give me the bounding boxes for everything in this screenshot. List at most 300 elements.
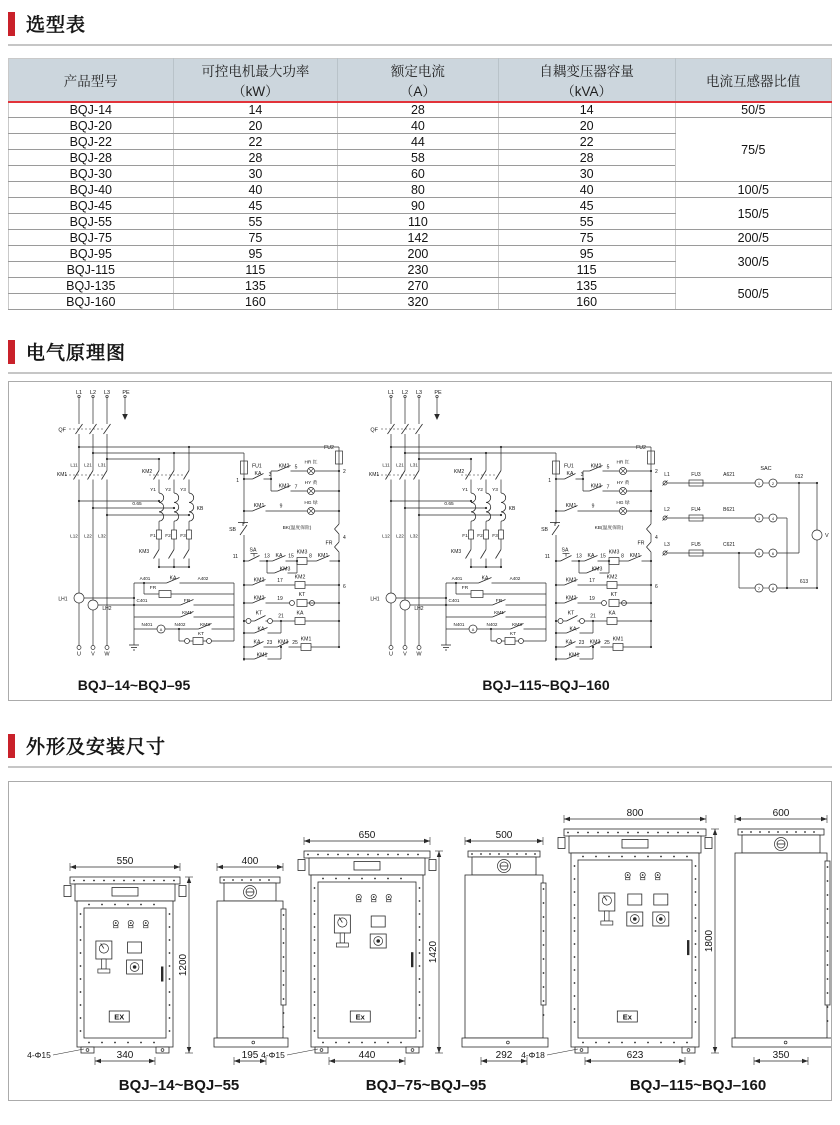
cell-ct: 100/5 — [675, 182, 831, 198]
selection-table — [8, 58, 832, 310]
label: L1 — [387, 390, 395, 396]
label: N402 — [486, 622, 498, 627]
label: KM1 — [368, 472, 380, 478]
cell-kva: 28 — [498, 150, 675, 166]
label: KM3 — [591, 566, 603, 573]
label: KA — [254, 471, 262, 477]
cell-a: 200 — [338, 246, 498, 262]
label: KA — [169, 575, 177, 582]
label: 800 — [626, 808, 644, 819]
label: A402 — [509, 576, 521, 581]
label: 1800 — [704, 929, 715, 953]
selection-table-body — [9, 102, 832, 310]
label: V — [403, 651, 407, 658]
label: 19 — [277, 596, 283, 602]
label: L21 — [84, 462, 92, 468]
label: KA — [565, 639, 573, 646]
label: HY 黄 — [304, 481, 318, 486]
cell-ct: 200/5 — [675, 230, 831, 246]
label: V — [91, 651, 95, 658]
red-bar-icon — [8, 340, 15, 364]
label: 4-Φ18 — [521, 1050, 545, 1060]
cell-kva: 40 — [498, 182, 675, 198]
label: FU2 — [636, 445, 646, 451]
selection-table-head — [9, 59, 832, 102]
label: 550 — [116, 856, 134, 867]
label: 4-Φ15 — [27, 1050, 51, 1060]
cell-kva: 135 — [498, 278, 675, 294]
label: SB — [229, 527, 236, 533]
label: KM1 — [317, 553, 329, 559]
cell-kw: 115 — [173, 262, 338, 278]
label: KM2 — [565, 595, 577, 602]
label: L3 — [103, 390, 111, 396]
label: KM1 — [253, 503, 265, 509]
label: C401 — [136, 598, 148, 603]
label: L32 — [98, 533, 106, 539]
label: 0.65 — [444, 502, 454, 507]
label: 623 — [626, 1050, 644, 1061]
col-header-ct-ratio: 电流互感器比值 — [675, 59, 831, 102]
label: L11 — [382, 462, 390, 468]
cell-a: 90 — [338, 198, 498, 214]
label: KM1 — [56, 472, 68, 478]
label: A402 — [197, 576, 209, 581]
label: HR 红 — [616, 460, 630, 466]
label: KA — [257, 626, 265, 633]
label: 612 — [794, 474, 804, 480]
col-header-model: 产品型号 — [9, 59, 174, 102]
label: 350 — [772, 1050, 790, 1061]
section-schematic — [8, 338, 832, 374]
dimensions-heading: 外形及安装尺寸 — [26, 737, 167, 758]
label: PE — [434, 390, 442, 396]
label: U — [77, 651, 81, 658]
schematic-heading: 电气原理图 — [26, 343, 127, 364]
label: 25 — [604, 640, 610, 646]
label: 3 — [580, 472, 584, 478]
label: 7 — [757, 585, 761, 591]
table-row — [9, 230, 832, 246]
label: Ex — [355, 1012, 365, 1022]
label: 15 — [288, 553, 294, 560]
label: L2 — [664, 507, 670, 513]
label: KM3 — [590, 483, 602, 490]
cell-a: 40 — [338, 118, 498, 134]
cell-kva: 75 — [498, 230, 675, 246]
section-dimensions — [8, 732, 832, 768]
label: L12 — [382, 533, 390, 539]
label: 1 — [236, 478, 239, 484]
cell-model: BQJ-75 — [9, 230, 174, 246]
cell-kva: 55 — [498, 214, 675, 230]
table-row — [9, 198, 832, 214]
cell-ct: 75/5 — [675, 118, 831, 182]
cell-kva: 20 — [498, 118, 675, 134]
label: 5 — [757, 550, 761, 556]
label: KM1 — [568, 652, 580, 659]
label: 11 — [232, 554, 238, 560]
label: 3 — [757, 515, 761, 521]
cell-kva: 30 — [498, 166, 675, 182]
selection-heading: 选型表 — [26, 15, 87, 36]
label: QF — [370, 427, 378, 434]
label: 11 — [544, 554, 550, 560]
label: KA — [481, 575, 489, 582]
col-header-power: 可控电机最大功率 （kW） — [173, 59, 338, 102]
dimension-drawings — [9, 782, 831, 1100]
label: 8 — [309, 553, 312, 560]
label: L1 — [664, 472, 670, 478]
cell-model: BQJ-160 — [9, 294, 174, 310]
label: KM2 — [565, 577, 577, 584]
label: Y3 — [180, 488, 186, 493]
label: 340 — [116, 1050, 134, 1061]
label: FU3 — [691, 472, 701, 478]
label: SB — [541, 527, 548, 533]
label: 500 — [495, 830, 513, 841]
label: KM2 — [253, 577, 265, 584]
cell-model: BQJ-55 — [9, 214, 174, 230]
label: F2 — [165, 534, 171, 539]
cell-a: 58 — [338, 150, 498, 166]
section-title-selection — [8, 10, 832, 46]
label: 9 — [279, 503, 283, 510]
label: Y2 — [477, 488, 483, 493]
label: L31 — [410, 462, 418, 468]
label: 19 — [589, 596, 595, 602]
label: KM2 — [606, 574, 618, 581]
label: 15 — [600, 553, 606, 560]
label: KM2 — [141, 469, 153, 475]
label: 440 — [358, 1050, 376, 1061]
cell-kw: 160 — [173, 294, 338, 310]
label: FR — [183, 599, 191, 604]
label: KA — [587, 553, 595, 559]
label: HY 黄 — [616, 481, 630, 486]
table-row — [9, 278, 832, 294]
schematic-bqj14-95 — [57, 390, 346, 693]
label: 8 — [621, 553, 624, 560]
label: 4 — [771, 515, 775, 521]
label: FR — [637, 540, 645, 547]
label: SAC — [760, 466, 772, 472]
voltmeter-circuit — [663, 466, 830, 592]
label: 1 — [548, 478, 551, 484]
label: L12 — [70, 533, 78, 539]
label: KM1 — [612, 636, 624, 643]
cabinet-group-1 — [27, 856, 288, 1094]
cell-kw: 75 — [173, 230, 338, 246]
cell-model: BQJ-115 — [9, 262, 174, 278]
label: KM2 — [453, 469, 465, 475]
label: KA — [275, 553, 283, 559]
cell-model: BQJ-40 — [9, 182, 174, 198]
label: 4 — [655, 535, 658, 541]
cell-ct: 500/5 — [675, 278, 831, 310]
label: U — [389, 651, 393, 658]
cabinet-caption: BQJ–75~BQJ–95 — [365, 1077, 487, 1094]
label: F2 — [477, 534, 483, 539]
cell-kw: 135 — [173, 278, 338, 294]
label: L31 — [98, 462, 106, 468]
label: BK(温度保险) — [282, 526, 312, 531]
label: KM2 — [278, 463, 290, 470]
label: A — [471, 628, 475, 633]
label: 23 — [266, 640, 273, 646]
col-header-capacity: 自耦变压器容量 （kVA） — [498, 59, 675, 102]
label: KM3 — [450, 549, 462, 555]
label: KT — [509, 632, 517, 637]
label: L11 — [70, 462, 78, 468]
label: 6 — [771, 550, 775, 556]
label: KA — [566, 471, 574, 477]
label: KM3 — [278, 483, 290, 490]
label: L22 — [84, 533, 92, 539]
label: A401 — [139, 576, 151, 581]
label: LH1 — [58, 596, 68, 603]
label: KM3 — [279, 566, 291, 573]
cell-kw: 45 — [173, 198, 338, 214]
label: HR 红 — [304, 460, 318, 466]
label: KM3 — [138, 549, 150, 555]
label: Y3 — [492, 488, 498, 493]
label: 23 — [578, 640, 585, 646]
label: Y1 — [150, 488, 156, 493]
label: HG 绿 — [304, 501, 318, 506]
cell-kw: 14 — [173, 102, 338, 118]
label: KM3 — [277, 639, 289, 646]
label: SA — [249, 547, 257, 554]
cell-a: 60 — [338, 166, 498, 182]
label: W — [104, 651, 110, 658]
dimensions-panel — [8, 781, 832, 1101]
label: KM1 — [494, 611, 504, 616]
cabinet-group-2 — [261, 830, 548, 1094]
label: KT — [610, 592, 618, 598]
label: N402 — [174, 622, 186, 627]
cell-kva: 115 — [498, 262, 675, 278]
cell-ct: 50/5 — [675, 102, 831, 118]
label: 17 — [277, 578, 283, 584]
schematic-caption: BQJ–14~BQJ–95 — [77, 677, 191, 693]
label: 613 — [799, 579, 809, 585]
label: KM1 — [300, 636, 312, 643]
cell-ct: 150/5 — [675, 198, 831, 230]
cell-kw: 22 — [173, 134, 338, 150]
schematic-caption: BQJ–115~BQJ–160 — [482, 677, 610, 693]
cell-a: 28 — [338, 102, 498, 118]
label: KA — [608, 610, 616, 617]
cell-a: 44 — [338, 134, 498, 150]
label: QF — [58, 427, 66, 434]
cell-a: 80 — [338, 182, 498, 198]
label: LH2 — [102, 606, 112, 612]
label: 650 — [358, 830, 376, 841]
label: 2 — [655, 469, 658, 475]
label: L32 — [410, 533, 418, 539]
cell-kw: 28 — [173, 150, 338, 166]
label: 1 — [757, 480, 761, 486]
label: 0.65 — [132, 502, 142, 507]
red-bar-icon — [8, 12, 15, 36]
label: C401 — [448, 598, 460, 603]
cell-kva: 95 — [498, 246, 675, 262]
label: KB — [508, 506, 516, 512]
schematic-diagram — [9, 382, 831, 700]
label: KM2 — [294, 574, 306, 581]
cell-kw: 95 — [173, 246, 338, 262]
label: L21 — [396, 462, 404, 468]
label: KT — [197, 632, 205, 637]
label: L3 — [664, 542, 670, 548]
label: A621 — [723, 472, 735, 478]
label: SA — [561, 547, 569, 554]
label: 195 — [241, 1050, 259, 1061]
label: L2 — [401, 390, 409, 396]
label: KM3 — [200, 623, 210, 628]
label: 2 — [771, 480, 775, 486]
cell-a: 270 — [338, 278, 498, 294]
table-row — [9, 102, 832, 118]
cell-kva: 160 — [498, 294, 675, 310]
label: A401 — [451, 576, 463, 581]
label: 2 — [343, 469, 346, 475]
table-row — [9, 118, 832, 134]
label: FU1 — [564, 463, 574, 470]
label: KM3 — [296, 549, 308, 556]
cabinet-group-3 — [521, 808, 831, 1094]
label: FU1 — [252, 463, 262, 470]
label: Y2 — [165, 488, 171, 493]
label: L2 — [89, 390, 97, 396]
label: KT — [255, 610, 263, 617]
label: 9 — [591, 503, 595, 510]
label: F3 — [180, 534, 186, 539]
schematic-bqj115-160 — [369, 390, 658, 693]
section-selection — [8, 10, 832, 310]
label: 4 — [343, 535, 346, 541]
cabinet-caption: BQJ–14~BQJ–55 — [118, 1077, 240, 1094]
label: 21 — [278, 613, 284, 620]
cell-kw: 55 — [173, 214, 338, 230]
cell-kva: 22 — [498, 134, 675, 150]
label: 6 — [655, 584, 658, 590]
label: KM1 — [565, 503, 577, 509]
label: 600 — [772, 808, 790, 819]
label: L3 — [415, 390, 423, 396]
label: 6 — [343, 584, 346, 590]
label: 13 — [576, 553, 582, 560]
cell-ct: 300/5 — [675, 246, 831, 278]
label: FR — [149, 586, 157, 591]
label: FR — [461, 586, 469, 591]
label: KM3 — [512, 623, 522, 628]
label: 21 — [590, 613, 596, 620]
label: C621 — [723, 542, 735, 548]
label: KM1 — [256, 652, 268, 659]
label: 4-Φ15 — [261, 1050, 285, 1060]
cabinet-caption: BQJ–115~BQJ–160 — [629, 1077, 767, 1094]
label: KA — [296, 610, 304, 617]
label: 3 — [268, 472, 272, 478]
label: 8 — [771, 585, 775, 591]
label: EX — [114, 1012, 125, 1022]
cell-kva: 45 — [498, 198, 675, 214]
cell-model: BQJ-135 — [9, 278, 174, 294]
label: FR — [495, 599, 503, 604]
cell-model: BQJ-45 — [9, 198, 174, 214]
cell-kw: 40 — [173, 182, 338, 198]
table-row — [9, 246, 832, 262]
label: L22 — [396, 533, 404, 539]
label: FU2 — [324, 445, 334, 451]
section-title-schematic — [8, 338, 832, 374]
label: FR — [325, 540, 333, 547]
label: LH1 — [370, 596, 380, 603]
label: KA — [253, 639, 261, 646]
label: F3 — [492, 534, 498, 539]
cell-a: 142 — [338, 230, 498, 246]
label: N401 — [453, 622, 465, 627]
label: N401 — [141, 622, 153, 627]
cell-a: 110 — [338, 214, 498, 230]
label: 17 — [589, 578, 595, 584]
label: FU4 — [691, 507, 701, 513]
label: Y1 — [462, 488, 468, 493]
label: 13 — [264, 553, 270, 560]
label: Ex — [622, 1012, 632, 1022]
label: FU5 — [691, 542, 701, 548]
section-title-dimensions — [8, 732, 832, 768]
label: KM2 — [590, 463, 602, 470]
label: 1200 — [178, 953, 189, 977]
cell-model: BQJ-30 — [9, 166, 174, 182]
label: KM1 — [629, 553, 641, 559]
label: KB(温度保险) — [594, 526, 624, 531]
label: L1 — [75, 390, 83, 396]
cell-kw: 30 — [173, 166, 338, 182]
label: V — [825, 533, 829, 539]
cell-model: BQJ-28 — [9, 150, 174, 166]
col-header-current: 额定电流 （A） — [338, 59, 498, 102]
cell-a: 230 — [338, 262, 498, 278]
label: 7 — [606, 484, 610, 491]
label: 7 — [294, 484, 298, 491]
label: 400 — [241, 856, 259, 867]
label: KM2 — [253, 595, 265, 602]
label: 292 — [495, 1050, 513, 1061]
label: F1 — [462, 534, 468, 539]
cell-kw: 20 — [173, 118, 338, 134]
cell-model: BQJ-95 — [9, 246, 174, 262]
label: F1 — [150, 534, 156, 539]
label: 25 — [292, 640, 298, 646]
label: A — [159, 628, 163, 633]
schematic-panel — [8, 381, 832, 701]
cell-a: 320 — [338, 294, 498, 310]
table-row — [9, 182, 832, 198]
label: KT — [298, 592, 306, 598]
label: 5 — [294, 464, 298, 471]
cell-model: BQJ-22 — [9, 134, 174, 150]
label: KB — [196, 506, 204, 512]
label: KM1 — [182, 611, 192, 616]
label: KA — [569, 626, 577, 633]
cell-model: BQJ-20 — [9, 118, 174, 134]
cell-model: BQJ-14 — [9, 102, 174, 118]
label: W — [416, 651, 422, 658]
